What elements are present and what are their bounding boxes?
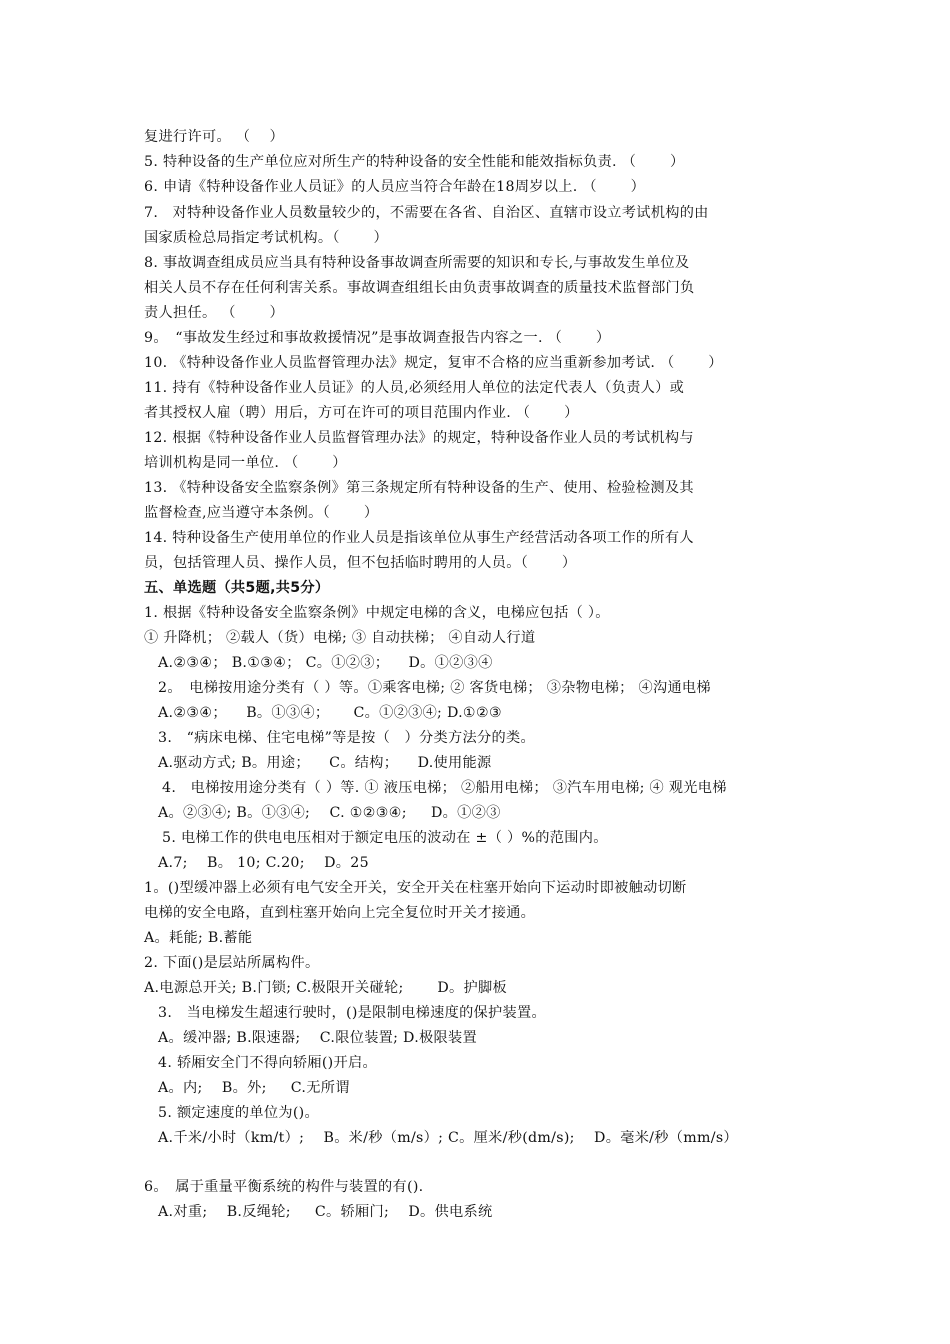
text-line: A。内; B。外; C.无所谓 [158, 1080, 350, 1096]
text-line: A.②③④； B.①③④； C。①②③； D。①②③④ [158, 655, 493, 671]
text-line: 11. 持有《特种设备作业人员证》的人员,必须经用人单位的法定代表人（负责人）或 [144, 380, 685, 396]
text-line: A。②③④; B。①③④; C. ①②③④; D。①②③ [158, 805, 501, 821]
text-line: A.电源总开关; B.门锁; C.极限开关碰轮; D。护脚板 [144, 980, 507, 996]
text-line: 责人担任。 （ ） [144, 305, 285, 321]
text-line: 1. 根据《特种设备安全监察条例》中规定电梯的含义，电梯应包括（ ）。 [144, 605, 610, 621]
text-line: 监督检查,应当遵守本条例。（ ） [144, 505, 379, 521]
text-line: 9。 “事故发生经过和事故救援情况”是事故调查报告内容之一. （ ） [144, 330, 611, 346]
text-line: 14. 特种设备生产使用单位的作业人员是指该单位从事生产经营活动各项工作的所有人 [144, 530, 694, 546]
text-line: 5. 电梯工作的供电电压相对于额定电压的波动在 ±（ ）%的范围内。 [162, 830, 608, 846]
text-line: 国家质检总局指定考试机构。（ ） [144, 230, 388, 246]
text-line: 1。()型缓冲器上必须有电气安全开关，安全开关在柱塞开始向下运动时即被触动切断 [144, 880, 687, 896]
text-line: 6. 申请《特种设备作业人员证》的人员应当符合年龄在18周岁以上. （ ） [144, 179, 646, 195]
text-line: 12. 根据《特种设备作业人员监督管理办法》的规定，特种设备作业人员的考试机构与 [144, 430, 694, 446]
text-line: 4. 电梯按用途分类有（ ）等. ① 液压电梯； ②船用电梯； ③汽车用电梯; ④ 观光电梯 [162, 780, 727, 796]
text-line: A。缓冲器; B.限速器; C.限位装置; D.极限装置 [158, 1030, 477, 1046]
text-line: 者其授权人雇（聘）用后，方可在许可的项目范围内作业. （ ） [144, 405, 579, 421]
text-line: 复进行许可。 （ ） [144, 129, 285, 145]
text-line: A.②③④； B。①③④； C。①②③④; D.①②③ [158, 705, 502, 721]
text-line: 6。 属于重量平衡系统的构件与装置的有(). [144, 1179, 424, 1195]
text-line: 培训机构是同一单位. （ ） [144, 455, 347, 471]
section-heading: 五、单选题（共5题,共5分） [144, 580, 330, 596]
text-line: 4. 轿厢安全门不得向轿厢()开启。 [158, 1055, 377, 1071]
text-line: 电梯的安全电路，直到柱塞开始向上完全复位时开关才接通。 [144, 905, 536, 921]
text-line: A.对重; B.反绳轮; C。轿厢门; D。供电系统 [158, 1204, 493, 1220]
text-line: 5. 特种设备的生产单位应对所生产的特种设备的安全性能和能效指标负责. （ ） [144, 154, 685, 170]
text-line: 5. 额定速度的单位为()。 [158, 1105, 320, 1121]
text-line: 7. 对特种设备作业人员数量较少的，不需要在各省、自治区、直辖市设立考试机构的由 [144, 205, 709, 221]
text-line: 2. 下面()是层站所属构件。 [144, 955, 320, 971]
text-line: 13. 《特种设备安全监察条例》第三条规定所有特种设备的生产、使用、检验检测及其 [144, 480, 694, 496]
text-line: 3. “病床电梯、住宅电梯”等是按（ ）分类方法分的类。 [158, 730, 535, 746]
text-line: A.驱动方式; B。用途； C。结构； D.使用能源 [158, 755, 492, 771]
text-line: A.7; B。 10; C.20; D。25 [158, 855, 369, 871]
text-line: 3. 当电梯发生超速行驶时，()是限制电梯速度的保护装置。 [158, 1005, 546, 1021]
text-line: 相关人员不存在任何利害关系。事故调查组组长由负责事故调查的质量技术监督部门负 [144, 280, 695, 296]
text-line: A.千米/小时（km/t）; B。米/秒（m/s）; C。厘米/秒(dm/s); D。毫米/秒（mm/s） [158, 1130, 738, 1146]
text-line: 2。 电梯按用途分类有（ ）等。①乘客电梯; ② 客货电梯； ③杂物电梯； ④沟通电梯 [158, 680, 711, 696]
text-line: 员，包括管理人员、操作人员，但不包括临时聘用的人员。（ ） [144, 555, 577, 571]
text-line: 10. 《特种设备作业人员监督管理办法》规定，复审不合格的应当重新参加考试. （ ） [144, 355, 723, 371]
text-line: ① 升降机； ②载人（货）电梯; ③ 自动扶梯； ④自动人行道 [144, 630, 536, 646]
text-line: 8. 事故调查组成员应当具有特种设备事故调查所需要的知识和专长,与事故发生单位及 [144, 255, 690, 271]
text-line: A。耗能; B.蓄能 [144, 930, 253, 946]
